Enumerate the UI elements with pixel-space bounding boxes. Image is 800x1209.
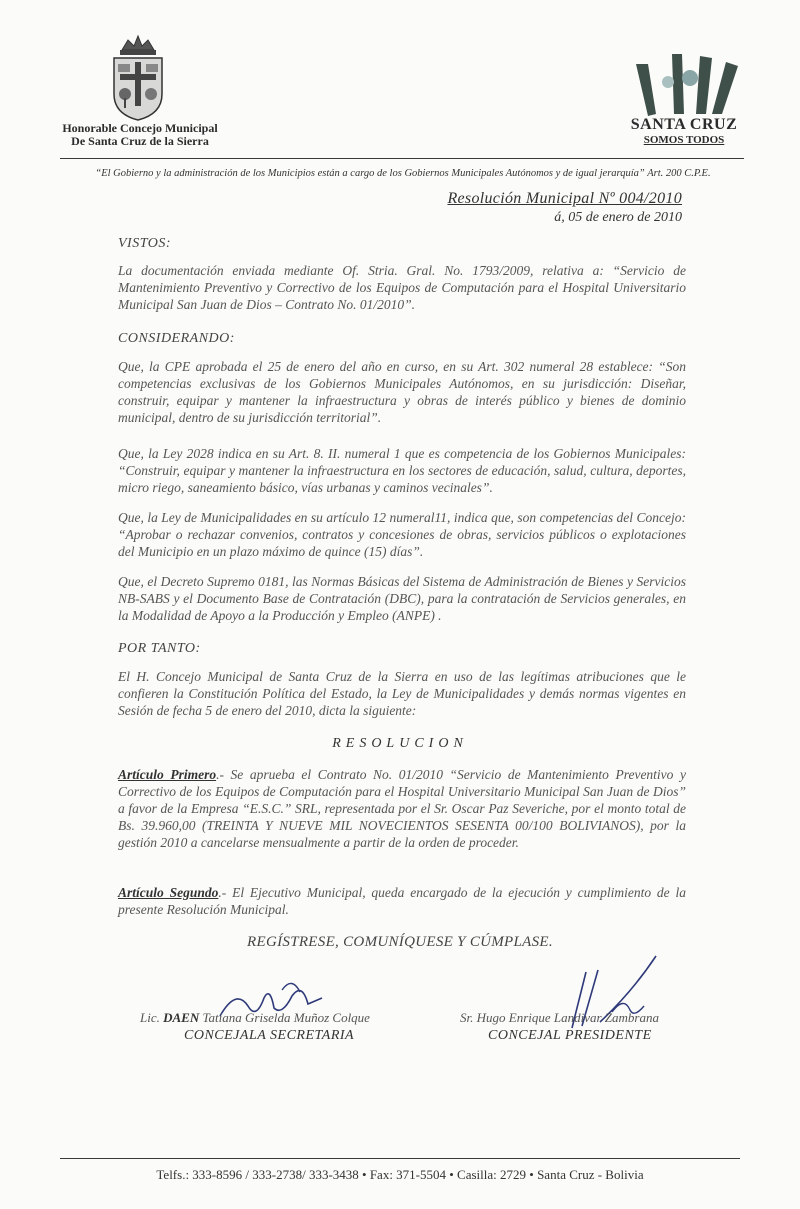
closing-formula: REGÍSTRESE, COMUNÍQUESE Y CÚMPLASE. xyxy=(247,934,553,950)
logo-subtitle xyxy=(622,134,746,146)
considerando-paragraph: Que, la Ley de Municipalidades en su artículo 12 numeral11, indica que, son competencias del Concejo: “Aprobar o rechazar convenios, contratos y concesiones de obras, servicios públicos o explotaciones del Municipio en un plazo máximo de quince (15) días”. xyxy=(118,510,686,559)
secretary-name-prefix: Lic. xyxy=(140,1010,164,1025)
resolucion-heading: RESOLUCION xyxy=(332,736,468,751)
secretary-title-bold: DAEN xyxy=(163,1010,200,1025)
considerando-heading: CONSIDERANDO: xyxy=(118,331,235,346)
council-name-line2: De Santa Cruz de la Sierra xyxy=(71,134,209,148)
logo-title: SANTA CRUZ xyxy=(630,116,738,133)
footer-contact: Telfs.: 333-8596 / 333-2738/ 333-3438 • Fax: 371-5504 • Casilla: 2729 • Santa Cruz - Bolivia xyxy=(156,1167,644,1182)
footer-rule xyxy=(60,1158,740,1159)
considerando-paragraph: Que, la Ley 2028 indica en su Art. 8. II. numeral 1 que es competencia de los Gobiernos Municipales: “Construir, equipar y mantener la infraestructura en los sectores de educación, salud, cultura, deportes, micro riego, saneamiento básico, vías urbanas y caminos vecinales”. xyxy=(118,446,686,495)
resolution-title: Resolución Municipal Nº 004/2010 xyxy=(447,190,682,207)
resolution-date: á, 05 de enero de 2010 xyxy=(554,210,682,225)
president-name: Sr. Hugo Enrique Landivar Zambrana xyxy=(460,1010,659,1025)
secretary-role: CONCEJALA SECRETARIA xyxy=(184,1028,355,1043)
header-rule xyxy=(60,158,744,159)
vistos-heading: VISTOS: xyxy=(118,236,172,251)
secretary-name-rest: Tatiana Griselda Muñoz Colque xyxy=(199,1010,370,1025)
article-one-text: .- Se aprueba el Contrato No. 01/2010 “Servicio de Mantenimiento Preventivo y Correctivo de los Equipos de Computación para el Hospital Universitario Municipal San Juan de Dios” a favor de la Empresa “E.S.C.” SRL, representada por el Sr. Oscar Paz Severiche, por el monto total de Bs. 39.960,00 (TREINTA Y NUEVE MIL NOVECIENTOS SESENTA 00/100 BOLIVIANOS), por la gestión 2010 a cancelarse mensualmente a partir de la orden de proceder. xyxy=(118,767,686,850)
article-one-label: Artículo Primero xyxy=(118,767,217,782)
article-two-label: Artículo Segundo xyxy=(118,885,219,900)
article-one xyxy=(118,766,686,851)
council-name-line1: Honorable Concejo Municipal xyxy=(62,121,218,135)
considerando-paragraph: Que, el Decreto Supremo 0181, las Normas Básicas del Sistema de Administración de Bienes y Servicios NB-SABS y el Documento Base de Contratación (DBC), para la contratación de Servicios generales, en la Modalidad de Apoyo a la Producción y Empleo (ANPE) . xyxy=(118,574,686,623)
logo-subtitle-text: SOMOS TODOS xyxy=(643,134,725,146)
council-name xyxy=(20,122,260,148)
constitution-quote: “El Gobierno y la administración de los Municipios están a cargo de los Gobiernos Municipales Autónomos y de igual jerarquía” Art. 200 C.P.E. xyxy=(95,168,711,179)
president-role: CONCEJAL PRESIDENTE xyxy=(488,1028,652,1043)
por-tanto-heading: POR TANTO: xyxy=(118,641,201,656)
article-two xyxy=(118,884,686,918)
coat-of-arms-icon xyxy=(108,34,168,122)
article-two-text: .- El Ejecutivo Municipal, queda encargado de la ejecución y cumplimiento de la presente Resolución Municipal. xyxy=(118,885,687,917)
vistos-paragraph: La documentación enviada mediante Of. Stria. Gral. No. 1793/2009, relativa a: “Servicio de Mantenimiento Preventivo y Correctivo de los Equipos de Computación para el Hospital Universitario Municipal San Juan de Dios – Contrato No. 01/2010”. xyxy=(118,263,686,312)
por-tanto-paragraph: El H. Concejo Municipal de Santa Cruz de la Sierra en uso de las legítimas atribuciones que le confieren la Constitución Política del Estado, la Ley de Municipalidades y demás normas vigentes en Sesión de fecha 5 de enero del 2010, dicta la siguiente: xyxy=(118,669,686,718)
secretary-name xyxy=(140,1010,370,1026)
considerando-paragraph: Que, la CPE aprobada el 25 de enero del año en curso, en su Art. 302 numeral 28 establece: “Son competencias exclusivas de los Gobiernos Municipales Autónomos, en su jurisdicción: Diseñar, construir, equipar y mantener la infraestructura y obras de interés público y bienes de dominio municipal, dentro de su jurisdicción territorial”. xyxy=(118,359,686,425)
